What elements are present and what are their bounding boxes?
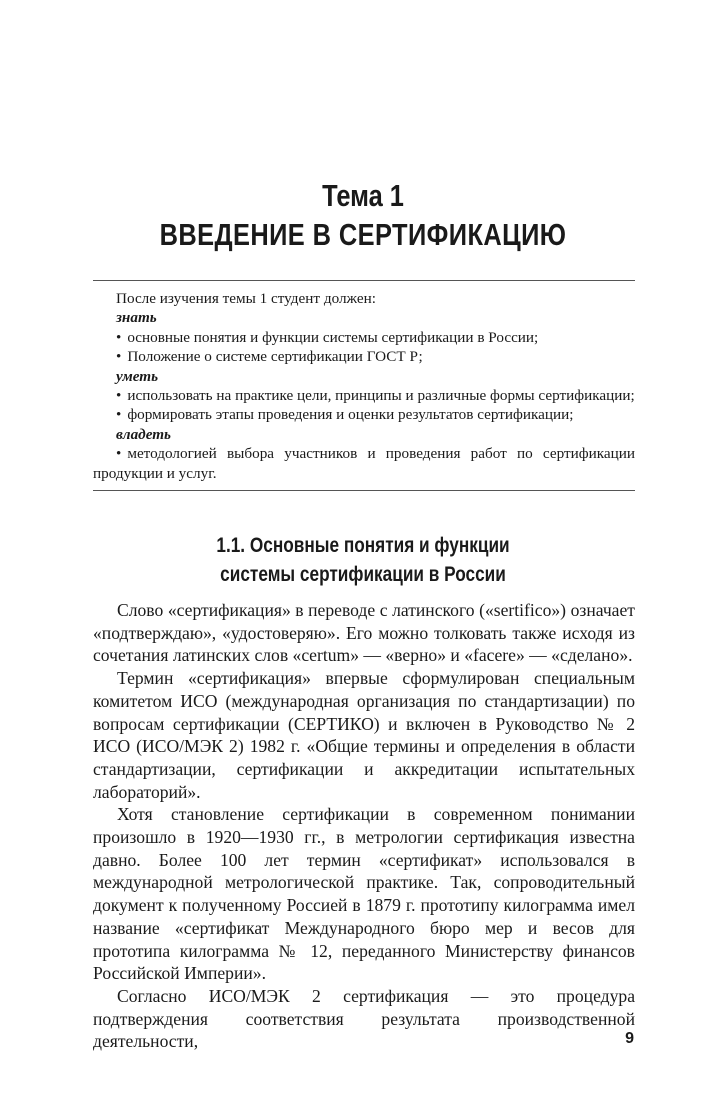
- objective-item: [93, 444, 635, 483]
- objective-item: [93, 347, 635, 366]
- learning-objectives-box: [93, 280, 635, 491]
- chapter-number: Тема 1: [322, 178, 404, 213]
- objectives-intro: После изучения темы 1 студент должен:: [116, 290, 376, 307]
- paragraph: Согласно ИСО/МЭК 2 сертификация — это процедура подтверждения соответствия результата производственной деятельности,: [93, 985, 635, 1052]
- objective-verb-master: владеть: [116, 425, 172, 443]
- section-title-line: 1.1. Основные понятия и функции: [216, 534, 510, 557]
- bullet-icon: •: [116, 445, 122, 463]
- section-title-line: системы сертификации в России: [220, 563, 506, 586]
- objective-item: [93, 328, 635, 347]
- objective-item: [93, 386, 635, 405]
- objective-verb-know: знать: [116, 309, 157, 327]
- objective-item-text: формировать этапы проведения и оценки результатов сертификации;: [127, 406, 574, 424]
- chapter-title: ВВЕДЕНИЕ В СЕРТИФИКАЦИЮ: [159, 217, 567, 252]
- bullet-icon: •: [116, 406, 122, 424]
- bullet-icon: •: [116, 348, 122, 366]
- bullet-icon: •: [116, 387, 122, 405]
- paragraph: Термин «сертификация» впервые сформулирован специальным комитетом ИСО (международная организация по стандартизации) по вопросам сертификации (СЕРТИКО) и включен в Руководство № 2 ИСО (ИСО/МЭК 2) 1982 г. «Общие термины и определения в области стандартизации, сертификации и аккредитации испытательных лабораторий».: [93, 668, 635, 802]
- objective-item-text: методологией выбора участников и проведения работ по сертификации продукции и услуг.: [93, 445, 635, 482]
- objective-verb-be-able: уметь: [116, 367, 159, 385]
- bullet-icon: •: [116, 328, 122, 346]
- objective-item: [93, 405, 635, 424]
- objective-item-text: использовать на практике цели, принципы и различные формы сертификации;: [127, 387, 635, 405]
- objective-item-text: основные понятия и функции системы сертификации в России;: [127, 328, 539, 346]
- body-text: [93, 599, 635, 1053]
- page-number: 9: [625, 1030, 634, 1047]
- paragraph: Хотя становление сертификации в современном понимании произошло в 1920—1930 гг., в метрологии сертификация известна давно. Более 100 лет термин «сертификат» использовался в международной метрологической практике. Так, сопроводительный документ к полученному Россией в 1879 г. прототипу килограмма имел название «сертификат Международного бюро мер и весов для прототипа килограмма № 12, переданного Министерству финансов Российской Империи».: [93, 804, 635, 984]
- objective-item-text: Положение о системе сертификации ГОСТ Р;: [127, 348, 423, 366]
- section-title: [65, 531, 660, 589]
- paragraph: Слово «сертификация» в переводе с латинского («sertifico») означает «подтверждаю», «удостоверяю». Его можно толковать также исходя из сочетания латинских слов «certum» — «верно» и «facere» — «сделано».: [93, 600, 635, 666]
